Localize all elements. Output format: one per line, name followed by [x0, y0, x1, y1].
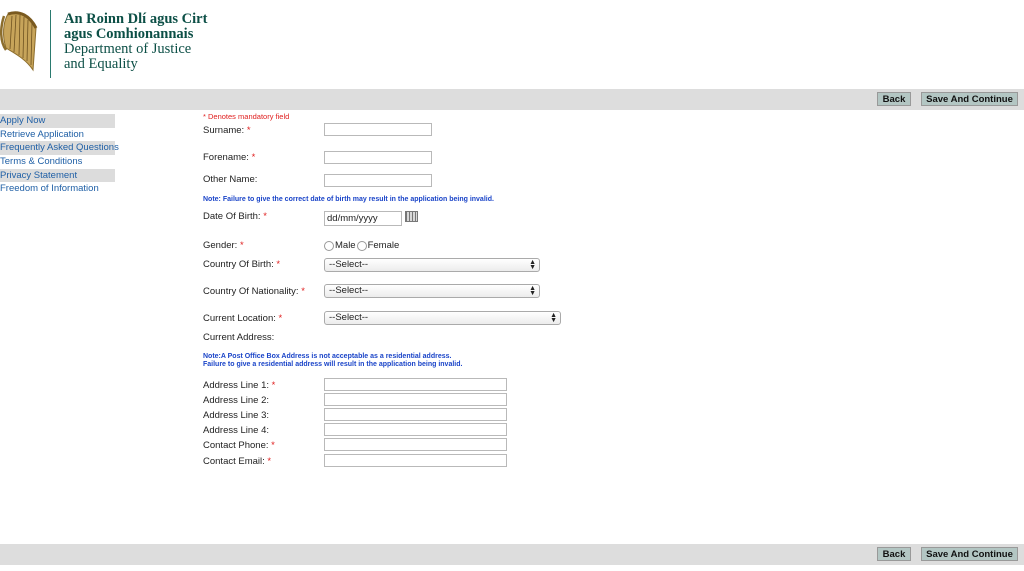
required-marker: *: [267, 456, 272, 467]
country-of-birth-label: Country Of Birth: *: [203, 259, 281, 270]
back-button[interactable]: Back: [877, 547, 911, 561]
gender-radio-group: [324, 240, 400, 251]
chevron-updown-icon: ▲ ▼: [529, 259, 536, 271]
save-and-continue-button[interactable]: Save And Continue: [921, 92, 1018, 106]
department-name: [64, 12, 207, 72]
required-marker: *: [278, 313, 283, 324]
contact-email-label: Contact Email: *: [203, 456, 272, 467]
address-line-3-label: Address Line 3:: [203, 410, 270, 421]
required-marker: *: [263, 211, 267, 222]
address-line-2-input[interactable]: [324, 393, 507, 406]
sidebar-item-foi[interactable]: Freedom of Information: [0, 183, 99, 195]
contact-phone-input[interactable]: [324, 438, 507, 451]
other-name-label: Other Name:: [203, 174, 258, 185]
department-name-irish-2: agus Comhionannais: [64, 26, 194, 42]
address-line-4-label: Address Line 4:: [203, 425, 270, 436]
sidebar-item-privacy[interactable]: Privacy Statement: [0, 169, 115, 183]
required-marker: *: [276, 259, 281, 270]
country-of-nationality-label: Country Of Nationality: *: [203, 286, 305, 297]
back-button[interactable]: Back: [877, 92, 911, 106]
required-marker: *: [251, 152, 256, 163]
address-line-2-label: Address Line 2:: [203, 395, 270, 406]
other-name-input[interactable]: [324, 174, 432, 187]
country-of-birth-value: --Select--: [329, 259, 369, 270]
required-marker: *: [246, 125, 251, 136]
forename-input[interactable]: [324, 151, 432, 164]
current-location-value: --Select--: [329, 312, 369, 323]
save-and-continue-button[interactable]: Save And Continue: [921, 547, 1018, 561]
department-name-english-1: Department of Justice: [64, 41, 192, 57]
address-line-4-input[interactable]: [324, 423, 507, 436]
gender-female-radio[interactable]: [357, 241, 367, 251]
sidebar-nav: [0, 114, 119, 196]
gender-female-label: Female: [367, 240, 400, 251]
mandatory-field-note: * Denotes mandatory field: [203, 112, 290, 121]
contact-phone-label: Contact Phone: *: [203, 440, 275, 451]
contact-email-input[interactable]: [324, 454, 507, 467]
department-name-irish-1: An Roinn Dlí agus Cirt: [64, 11, 208, 27]
sidebar-item-retrieve-application[interactable]: Retrieve Application: [0, 128, 84, 140]
top-toolbar: [0, 89, 1024, 110]
address-line-1-label: Address Line 1: *: [203, 380, 276, 391]
gender-label: Gender: *: [203, 240, 244, 251]
surname-label: Surname: *: [203, 125, 251, 136]
current-address-label: Current Address:: [203, 332, 275, 343]
surname-input[interactable]: [324, 123, 432, 136]
address-line-1-input[interactable]: [324, 378, 507, 391]
calendar-icon[interactable]: [405, 211, 418, 222]
required-marker: *: [301, 286, 305, 297]
sidebar-item-apply-now[interactable]: Apply Now: [0, 114, 115, 128]
required-marker: *: [239, 240, 244, 251]
address-warning-note-2: Failure to give a residential address will result in the application being invalid.: [203, 361, 463, 368]
address-line-3-input[interactable]: [324, 408, 507, 421]
required-marker: *: [271, 440, 275, 451]
sidebar-item-faq[interactable]: Frequently Asked Questions: [0, 142, 119, 154]
current-location-label: Current Location: *: [203, 313, 283, 324]
chevron-updown-icon: ▲ ▼: [529, 285, 536, 297]
department-name-english-2: and Equality: [64, 56, 138, 72]
required-marker: *: [271, 380, 276, 391]
address-warning-note-1: Note:A Post Office Box Address is not acceptable as a residential address.: [203, 353, 452, 360]
current-location-select[interactable]: [324, 311, 561, 325]
gender-male-label: Male: [335, 240, 356, 251]
dob-warning-note: Note: Failure to give the correct date of birth may result in the application being invalid.: [203, 196, 494, 203]
country-of-nationality-select[interactable]: [324, 284, 540, 298]
forename-label: Forename: *: [203, 152, 256, 163]
dob-input[interactable]: dd/mm/yyyy: [324, 211, 402, 226]
logo-divider: [50, 10, 51, 78]
sidebar-item-terms[interactable]: Terms & Conditions: [0, 156, 83, 168]
gender-male-radio[interactable]: [324, 241, 334, 251]
chevron-updown-icon: ▲ ▼: [550, 312, 557, 324]
country-of-nationality-value: --Select--: [329, 285, 369, 296]
country-of-birth-select[interactable]: [324, 258, 540, 272]
bottom-toolbar: [0, 544, 1024, 565]
dob-label: Date Of Birth: *: [203, 211, 267, 222]
harp-logo-icon: [0, 8, 40, 74]
